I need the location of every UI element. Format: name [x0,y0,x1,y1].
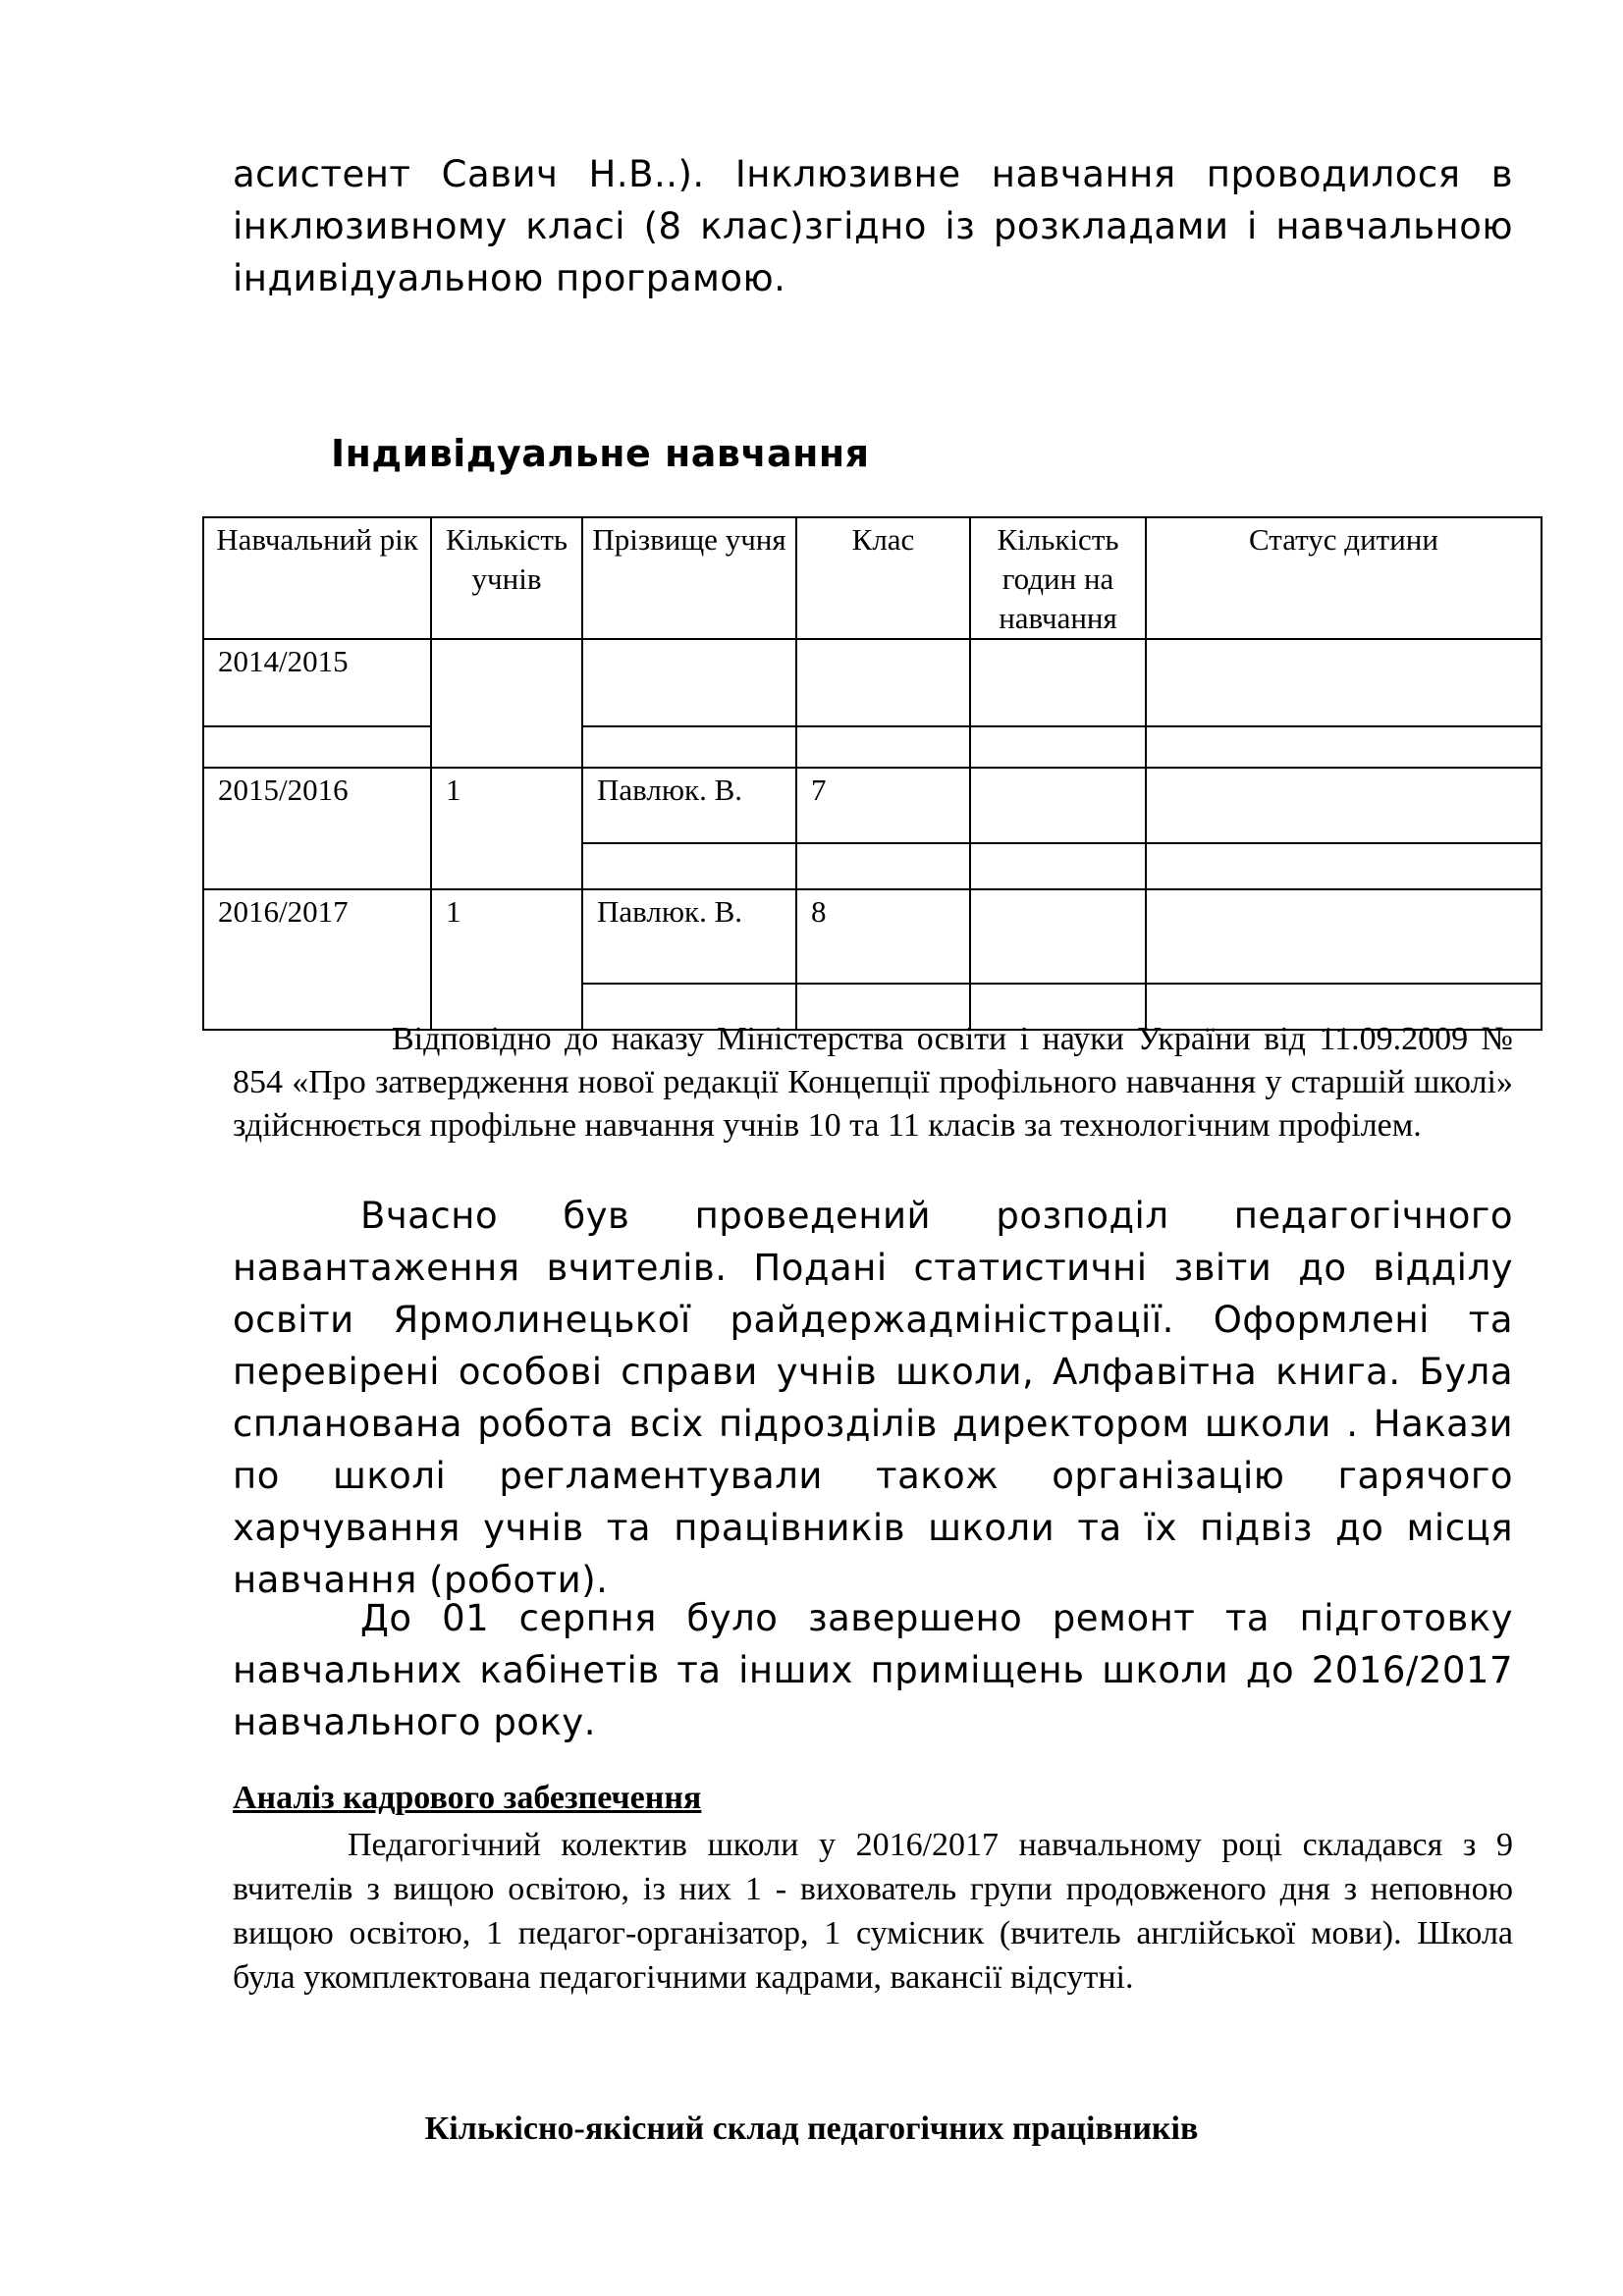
intro-paragraph: асистент Савич Н.В..). Інклюзивне навчання проводилося в інклюзивному класі (8 клас)згідно із розкладами і навчальною індивідуальною програмою. [233,153,1513,299]
staff-heading: Кількісно-якісний склад педагогічних працівників [424,2110,1199,2147]
table-row [203,639,1542,726]
cell-hours [970,768,1146,843]
header-hours: Кількість годин на навчання [970,517,1146,639]
cell-empty [796,726,970,768]
individual-learning-table [202,516,1542,1031]
order-paragraph: Відповідно до наказу Міністерства освіти і науки України від 11.09.2009 № 854 «Про затвердження нової редакції Концепції профільного навчання у старшій школі» здійснюється профільне навчання учнів 10 та 11 класів за технологічним профілем. [233,1021,1513,1144]
cell-class: 7 [796,768,970,843]
cell-empty [582,843,796,889]
cell-year: 2014/2015 [203,639,431,726]
header-class: Клас [796,517,970,639]
header-surname: Прізвище учня [582,517,796,639]
table-header-row [203,517,1542,639]
cell-empty [203,726,431,768]
cell-count: 1 [431,768,582,889]
cadre-heading: Аналіз кадрового забезпечення [233,1780,702,1816]
cell-surname: Павлюк. В. [582,889,796,984]
cell-surname: Павлюк. В. [582,768,796,843]
cell-year: 2015/2016 [203,768,431,889]
cell-count: 1 [431,889,582,1030]
table-title: Індивідуальне навчання [331,432,870,475]
cell-count [431,639,582,768]
cell-status [1146,768,1542,843]
cell-empty [1146,726,1542,768]
repair-paragraph: До 01 серпня було завершено ремонт та підготовку навчальних кабінетів та інших приміщень школи до 2016/2017 навчального року. [233,1597,1513,1743]
cell-class: 8 [796,889,970,984]
cell-hours [970,889,1146,984]
schedule-paragraph: Вчасно був проведений розподіл педагогічного навантаження вчителів. Подані статистичні звіти до відділу освіти Ярмолинецької райдержадміністрації. Оформлені та перевірені особові справи учнів школи, Алфавітна книга. Була спланована робота всіх підрозділів директором школи . Накази по школі регламентували також організацію гарячого харчування учнів та працівників школи та їх підвіз до місця навчання (роботи). [233,1195,1513,1601]
table-row [203,768,1542,843]
cell-empty [1146,843,1542,889]
cell-empty [970,843,1146,889]
cell-empty [582,726,796,768]
cell-surname [582,639,796,726]
cell-hours [970,639,1146,726]
table-row [203,889,1542,984]
cell-status [1146,639,1542,726]
cell-empty [970,726,1146,768]
header-count: Кількість учнів [431,517,582,639]
table-subrow [203,726,1542,768]
header-year: Навчальний рік [203,517,431,639]
cadre-paragraph: Педагогічний колектив школи у 2016/2017 навчальному році складався з 9 вчителів з вищою освітою, із них 1 - вихователь групи продовженого дня з неповною вищою освітою, 1 педагог-організатор, 1 сумісник (вчитель англійської мови). Школа була укомплектована педагогічними кадрами, вакансії відсутні. [233,1827,1513,1996]
cell-empty [796,843,970,889]
cell-class [796,639,970,726]
cell-status [1146,889,1542,984]
cell-year: 2016/2017 [203,889,431,1030]
header-status: Статус дитини [1146,517,1542,639]
